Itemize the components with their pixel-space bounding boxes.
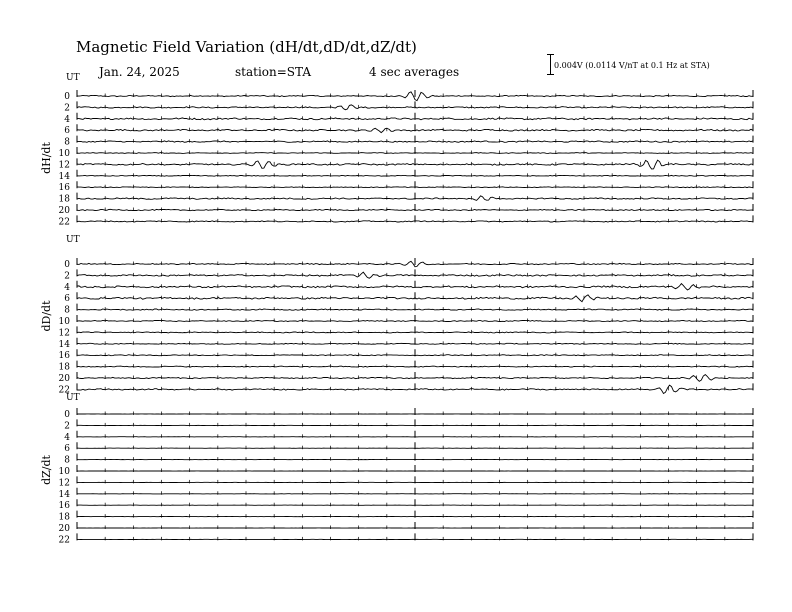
hour-label: 16 — [58, 501, 70, 512]
hour-label: 8 — [64, 137, 70, 148]
hour-label: 6 — [64, 126, 70, 137]
hour-label: 2 — [64, 421, 70, 432]
ut-label: UT — [66, 73, 80, 83]
averaging-label: 4 sec averages — [369, 65, 460, 79]
hour-label: 22 — [58, 385, 70, 396]
hour-label: 14 — [58, 489, 70, 500]
hour-label: 8 — [64, 455, 70, 466]
hour-label: 20 — [58, 524, 70, 534]
hour-label: 12 — [58, 160, 70, 171]
station-label: station=STA — [235, 65, 312, 79]
hour-label: 4 — [64, 282, 70, 293]
hour-label: 10 — [58, 317, 70, 327]
hour-label: 0 — [64, 260, 70, 270]
hour-label: 0 — [64, 92, 70, 102]
hour-label: 18 — [58, 512, 70, 523]
hour-label: 16 — [58, 351, 70, 362]
y-axis-label: dD/dt — [40, 300, 53, 332]
hour-label: 4 — [64, 432, 70, 443]
hour-label: 6 — [64, 444, 70, 455]
y-axis-label: dH/dt — [40, 142, 53, 174]
hour-label: 2 — [64, 271, 70, 282]
hour-label: 20 — [58, 374, 70, 384]
ut-label: UT — [66, 235, 80, 245]
hour-label: 10 — [58, 149, 70, 159]
hour-label: 14 — [58, 339, 70, 350]
date-label: Jan. 24, 2025 — [99, 65, 180, 79]
chart-title: Magnetic Field Variation (dH/dt,dD/dt,dZ/dt) — [76, 38, 417, 56]
hour-label: 18 — [58, 362, 70, 373]
hour-label: 22 — [58, 217, 70, 228]
hour-label: 6 — [64, 294, 70, 305]
hour-label: 14 — [58, 171, 70, 182]
hour-label: 4 — [64, 114, 70, 125]
hour-label: 10 — [58, 467, 70, 477]
hour-label: 12 — [58, 478, 70, 489]
hour-label: 0 — [64, 410, 70, 420]
hour-label: 22 — [58, 535, 70, 546]
hour-label: 20 — [58, 206, 70, 216]
hour-label: 16 — [58, 183, 70, 194]
hour-label: 8 — [64, 305, 70, 316]
hour-label: 18 — [58, 194, 70, 205]
ut-label: UT — [66, 393, 80, 403]
hour-label: 12 — [58, 328, 70, 339]
hour-label: 2 — [64, 103, 70, 114]
y-axis-label: dZ/dt — [40, 455, 53, 485]
scale-note: 0.004V (0.0114 V/nT at 0.1 Hz at STA) — [554, 61, 710, 70]
